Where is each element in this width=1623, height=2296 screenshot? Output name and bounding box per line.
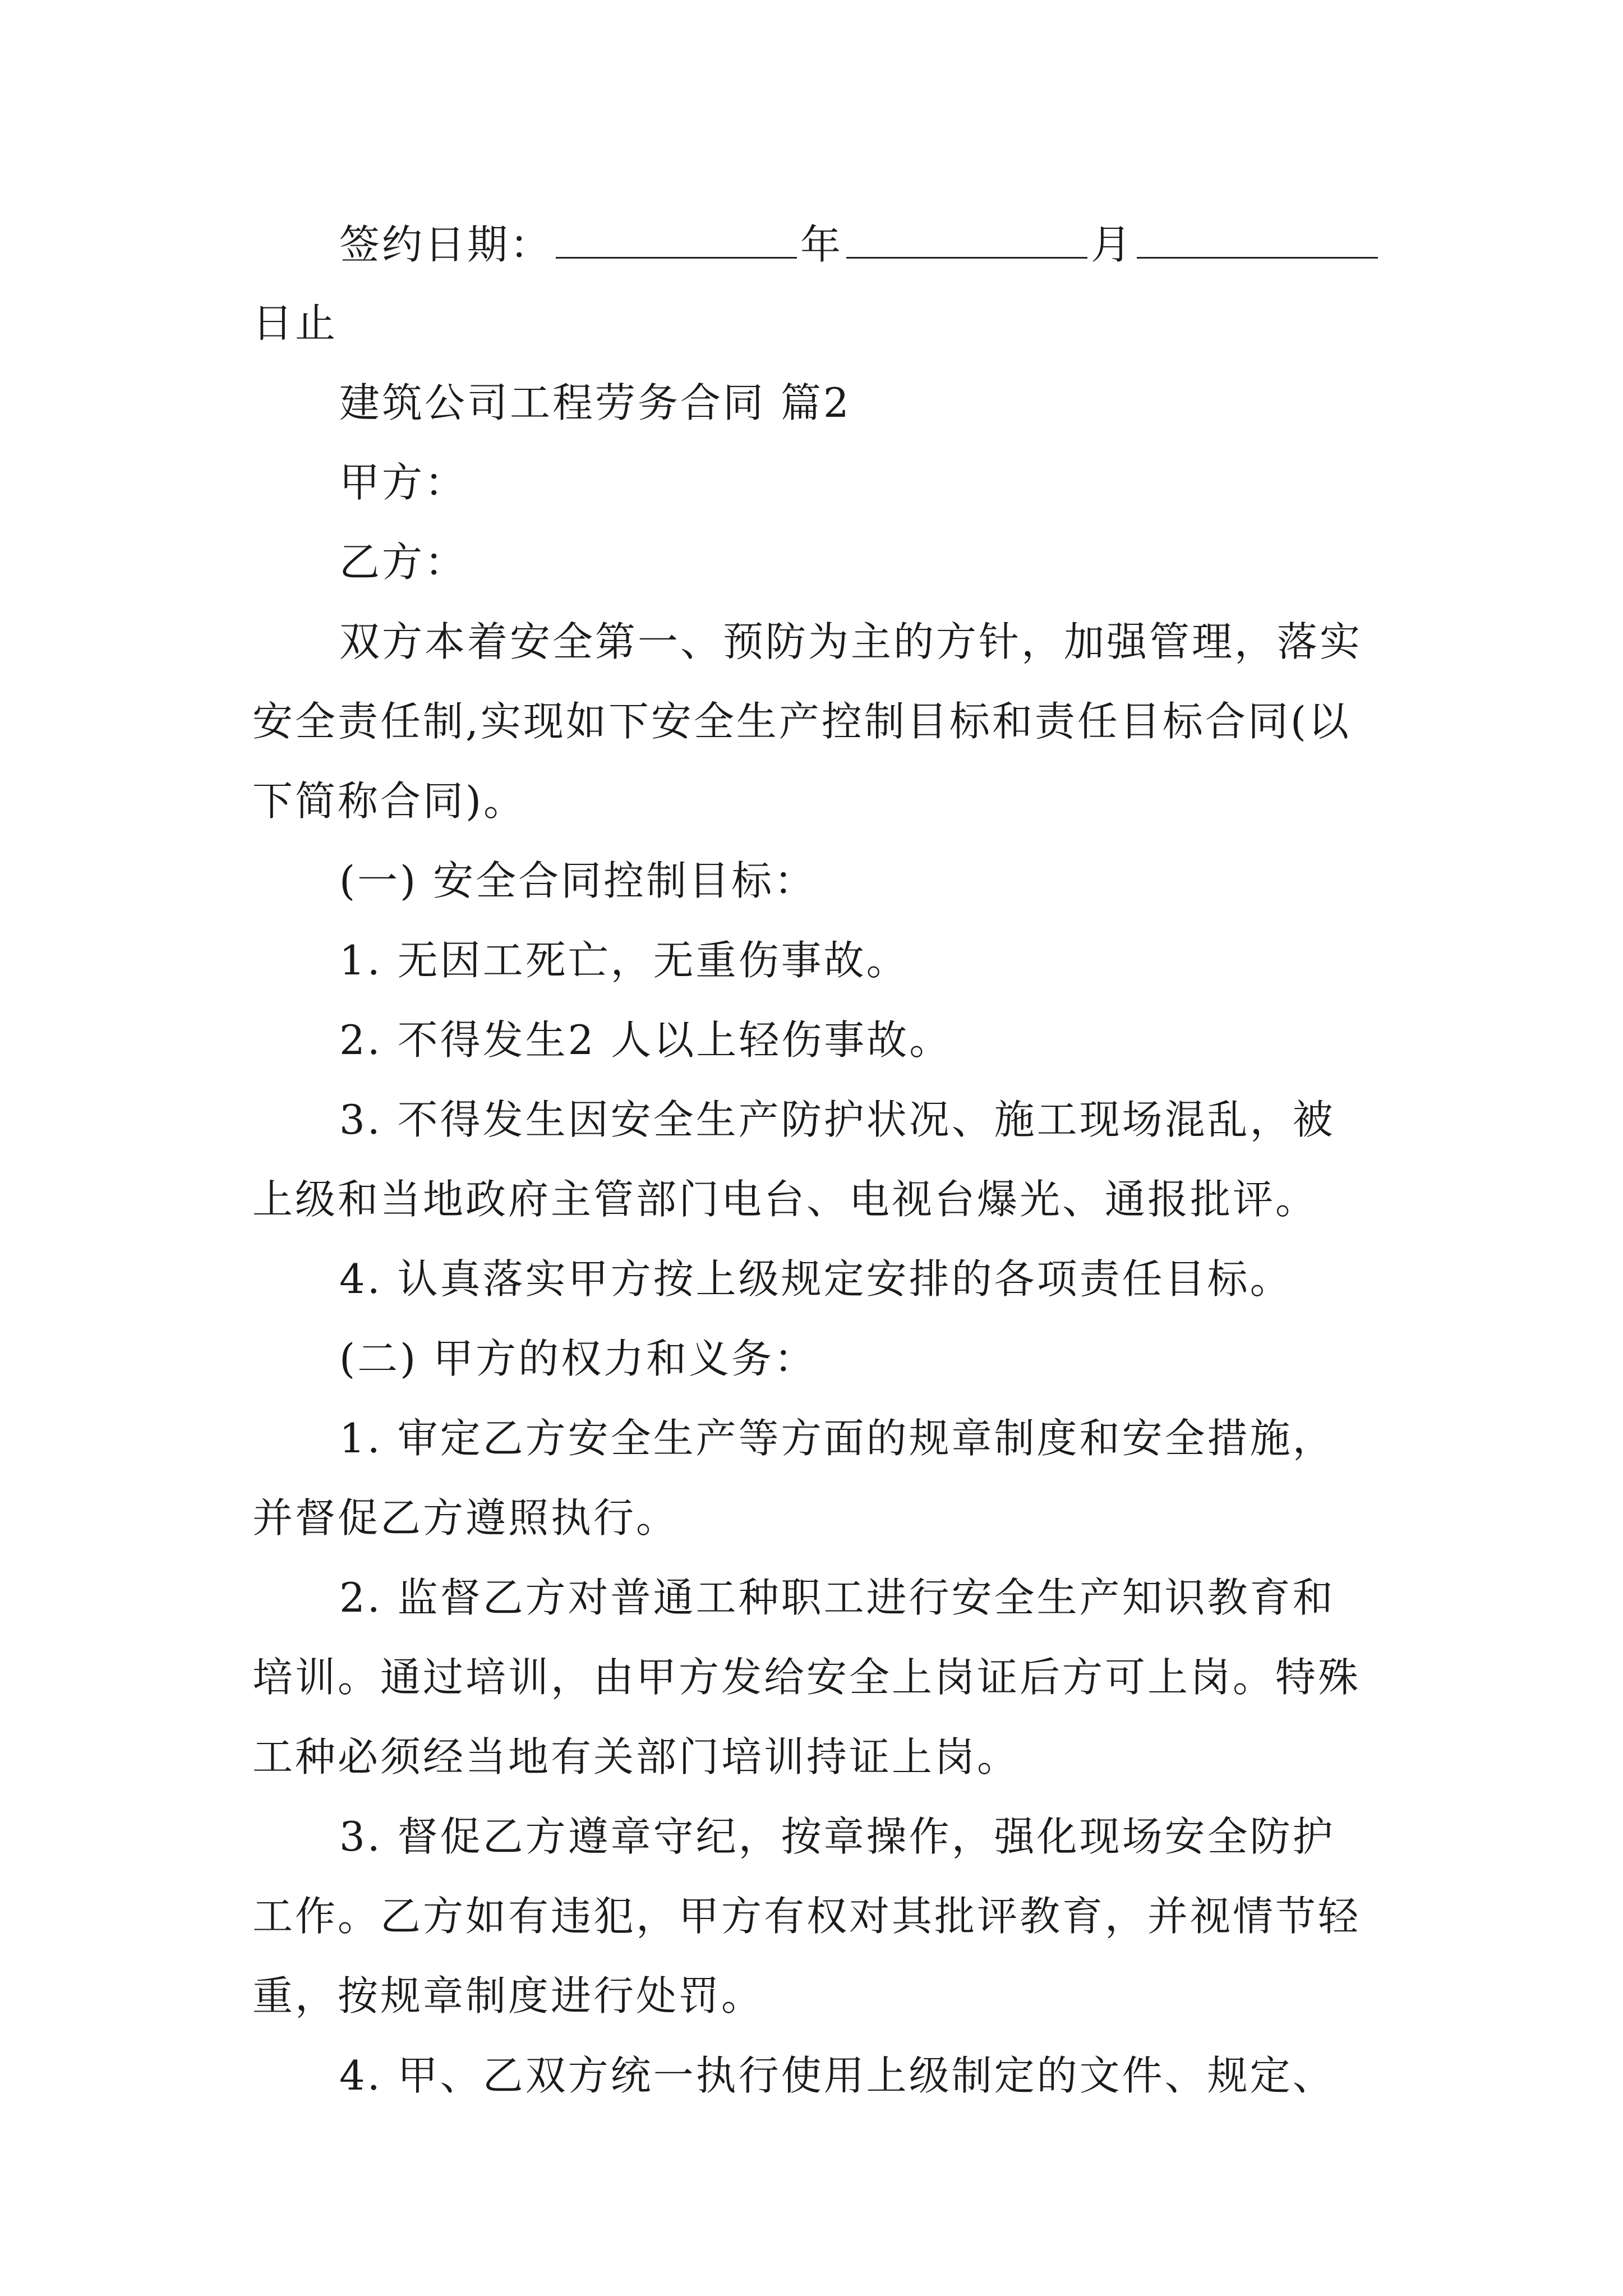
part2-item: 2. 监督乙方对普通工种职工进行安全生产知识教育和	[339, 1574, 1335, 1621]
intro-line: 下简称合同)。	[252, 777, 527, 825]
part2-item: 工作。乙方如有违犯，甲方有权对其批评教育，并视情节轻	[252, 1893, 1361, 1940]
sign-date-day-line: 日止	[252, 300, 338, 347]
part2-item: 3. 督促乙方遵章守纪，按章操作，强化现场安全防护	[339, 1813, 1335, 1860]
year-label: 年	[800, 221, 843, 268]
day-blank	[1137, 217, 1378, 259]
part2-item: 1. 审定乙方安全生产等方面的规章制度和安全措施，	[339, 1415, 1335, 1462]
intro-line: 双方本着安全第一、预防为主的方针，加强管理，落实	[339, 618, 1363, 665]
year-blank	[556, 217, 797, 259]
part2-item: 培训。通过培训，由甲方发给安全上岗证后方可上岗。特殊	[252, 1654, 1361, 1701]
month-label: 月	[1091, 221, 1134, 268]
part2-heading: (二) 甲方的权力和义务：	[339, 1335, 817, 1382]
part1-item: 3. 不得发生因安全生产防护状况、施工现场混乱，被	[339, 1096, 1335, 1143]
part2-item: 4. 甲、乙双方统一执行使用上级制定的文件、规定、	[339, 2052, 1335, 2099]
part1-item: 1. 无因工死亡，无重伤事故。	[339, 937, 909, 984]
intro-line: 安全责任制,实现如下安全生产控制目标和责任目标合同(以	[252, 698, 1351, 745]
month-blank	[846, 217, 1087, 259]
party-b-label: 乙方：	[339, 539, 468, 586]
part2-item: 工种必须经当地有关部门培训持证上岗。	[252, 1733, 1020, 1780]
part1-item: 上级和当地政府主管部门电台、电视台爆光、通报批评。	[252, 1176, 1318, 1223]
party-a-label: 甲方：	[339, 459, 468, 506]
part2-item: 并督促乙方遵照执行。	[252, 1494, 679, 1542]
part1-item: 2. 不得发生2 人以上轻伤事故。	[339, 1016, 952, 1064]
part2-item: 重，按规章制度进行处罚。	[252, 1972, 764, 2019]
sign-date-line	[339, 217, 1381, 272]
section-title: 建筑公司工程劳务合同 篇2	[339, 379, 851, 426]
part1-item: 4. 认真落实甲方按上级规定安排的各项责任目标。	[339, 1255, 1293, 1303]
part1-heading: (一) 安全合同控制目标：	[339, 857, 817, 904]
sign-date-label: 签约日期：	[339, 221, 553, 268]
